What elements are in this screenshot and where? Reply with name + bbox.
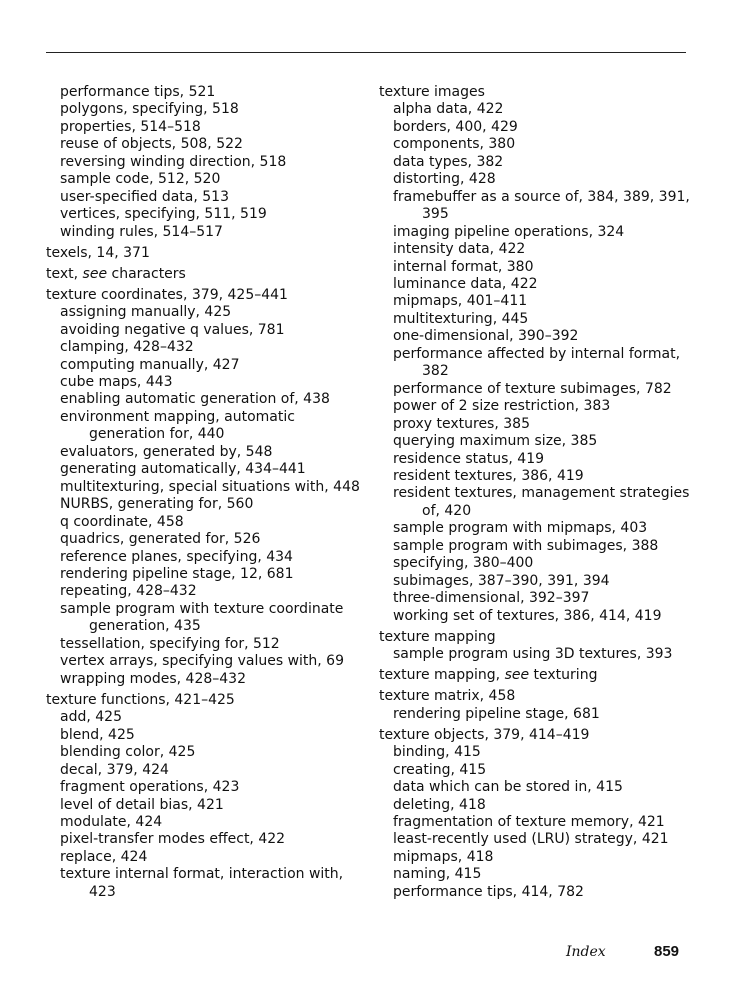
index-subentry: modulate, 424	[60, 813, 163, 830]
index-subentry: querying maximum size, 385	[393, 433, 598, 450]
index-subentry: three-dimensional, 392–397	[393, 590, 590, 607]
index-subentry: reuse of objects, 508, 522	[60, 136, 243, 153]
index-subentry: tessellation, specifying for, 512	[60, 635, 280, 652]
page-number: 859	[654, 943, 680, 960]
index-subentry: add, 425	[60, 709, 122, 726]
index-entry: texture functions, 421–425	[46, 691, 235, 708]
index-subentry: mipmaps, 401–411	[393, 293, 528, 310]
index-subentry: performance of texture subimages, 782	[393, 380, 672, 397]
index-subentry: naming, 415	[393, 866, 482, 883]
index-subentry: data types, 382	[393, 153, 504, 170]
index-subentry: imaging pipeline operations, 324	[393, 223, 625, 240]
index-subentry: replace, 424	[60, 848, 148, 865]
index-subentry: avoiding negative q values, 781	[60, 321, 285, 338]
index-subentry: rendering pipeline stage, 12, 681	[60, 566, 294, 583]
index-subentry: deleting, 418	[393, 796, 486, 813]
index-subentry: computing manually, 427	[60, 356, 240, 373]
index-subentry: residence status, 419	[393, 450, 545, 467]
index-subentry: framebuffer as a source of, 384, 389, 391,	[393, 188, 690, 205]
index-subentry: borders, 400, 429	[393, 118, 518, 135]
index-subentry: intensity data, 422	[393, 241, 526, 258]
index-entry: texture matrix, 458	[379, 688, 516, 705]
index-subentry: environment mapping, automatic	[60, 408, 295, 425]
index-subentry: sample program with texture coordinate	[60, 600, 344, 617]
index-subentry: mipmaps, 418	[393, 848, 494, 865]
index-column-left	[46, 84, 366, 901]
index-subentry: performance affected by internal format,	[393, 345, 681, 362]
index-subentry: vertices, specifying, 511, 519	[60, 206, 267, 223]
index-subentry: quadrics, generated for, 526	[60, 531, 261, 548]
index-continuation: of, 420	[422, 502, 472, 519]
index-subentry: sample program using 3D textures, 393	[393, 646, 673, 663]
index-subentry: resident textures, 386, 419	[393, 467, 584, 484]
index-subentry: reference planes, specifying, 434	[60, 548, 293, 565]
index-entry: texels, 14, 371	[46, 244, 150, 261]
index-subentry: one-dimensional, 390–392	[393, 328, 579, 345]
see-target: characters	[107, 265, 186, 282]
index-subentry: least-recently used (LRU) strategy, 421	[393, 831, 669, 848]
see-reference: see	[82, 265, 108, 282]
index-subentry: reversing winding direction, 518	[60, 153, 287, 170]
index-subentry: polygons, specifying, 518	[60, 101, 239, 118]
index-subentry: multitexturing, 445	[393, 310, 529, 327]
index-subentry: alpha data, 422	[393, 101, 504, 118]
index-subentry: generating automatically, 434–441	[60, 461, 306, 478]
index-subentry: level of detail bias, 421	[60, 796, 224, 813]
index-subentry: data which can be stored in, 415	[393, 779, 623, 796]
index-subentry: rendering pipeline stage, 681	[393, 705, 600, 722]
index-subentry: decal, 379, 424	[60, 761, 169, 778]
index-continuation: 395	[422, 206, 449, 223]
index-subentry: sample code, 512, 520	[60, 171, 221, 188]
index-subentry: working set of textures, 386, 414, 419	[393, 607, 662, 624]
index-subentry: fragmentation of texture memory, 421	[393, 813, 665, 830]
index-subentry: evaluators, generated by, 548	[60, 443, 273, 460]
index-subentry: NURBS, generating for, 560	[60, 496, 254, 513]
index-entry	[379, 667, 689, 684]
index-subentry: performance tips, 521	[60, 84, 216, 100]
entry-term: texture mapping,	[379, 667, 505, 684]
index-subentry: performance tips, 414, 782	[393, 883, 584, 900]
index-continuation: 423	[89, 883, 116, 900]
footer-section-label: Index	[566, 944, 606, 960]
index-subentry: repeating, 428–432	[60, 583, 197, 600]
index-subentry: clamping, 428–432	[60, 339, 194, 356]
index-subentry: distorting, 428	[393, 171, 496, 188]
index-entry: texture coordinates, 379, 425–441	[46, 286, 288, 303]
index-subentry: multitexturing, special situations with, 448	[60, 478, 360, 495]
index-subentry: blending color, 425	[60, 744, 196, 761]
index-subentry: resident textures, management strategies	[393, 485, 690, 502]
index-subentry: sample program with subimages, 388	[393, 537, 659, 554]
index-continuation: generation for, 440	[89, 426, 225, 443]
index-subentry: binding, 415	[393, 744, 481, 761]
see-reference: see	[504, 667, 530, 684]
see-target: texturing	[529, 667, 598, 684]
index-continuation: generation, 435	[89, 618, 201, 635]
index-subentry: winding rules, 514–517	[60, 223, 223, 240]
index-continuation: 382	[422, 363, 449, 380]
index-subentry: sample program with mipmaps, 403	[393, 520, 648, 537]
index-subentry: fragment operations, 423	[60, 779, 240, 796]
index-subentry: vertex arrays, specifying values with, 69	[60, 653, 344, 670]
index-subentry: components, 380	[393, 136, 516, 153]
index-subentry: blend, 425	[60, 726, 135, 743]
index-entry	[46, 266, 366, 283]
index-subentry: creating, 415	[393, 761, 487, 778]
index-subentry: enabling automatic generation of, 438	[60, 391, 330, 408]
index-entry: texture objects, 379, 414–419	[379, 726, 590, 743]
index-subentry: proxy textures, 385	[393, 415, 530, 432]
index-subentry: cube maps, 443	[60, 374, 173, 391]
entry-term: text,	[46, 265, 83, 282]
index-subentry: properties, 514–518	[60, 118, 201, 135]
header-rule	[46, 52, 686, 53]
index-subentry: assigning manually, 425	[60, 304, 232, 321]
index-subentry: pixel-transfer modes effect, 422	[60, 831, 286, 848]
index-entry: texture images	[379, 84, 485, 100]
index-subentry: subimages, 387–390, 391, 394	[393, 572, 610, 589]
index-subentry: power of 2 size restriction, 383	[393, 398, 611, 415]
index-column-right	[379, 84, 689, 901]
index-subentry: texture internal format, interaction with,	[60, 866, 344, 883]
index-subentry: luminance data, 422	[393, 275, 538, 292]
index-subentry: specifying, 380–400	[393, 555, 534, 572]
index-subentry: q coordinate, 458	[60, 513, 184, 530]
index-subentry: internal format, 380	[393, 258, 534, 275]
index-subentry: wrapping modes, 428–432	[60, 670, 246, 687]
index-subentry: user-specified data, 513	[60, 188, 229, 205]
index-entry: texture mapping	[379, 628, 496, 645]
